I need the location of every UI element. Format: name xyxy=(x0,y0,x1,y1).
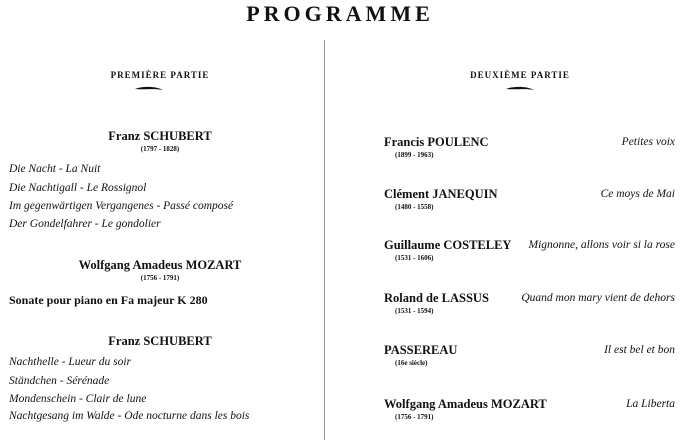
part2-entry-3-dates: (1531 - 1606) xyxy=(395,254,434,262)
part2-entry-4-dates: (1531 - 1594) xyxy=(395,307,434,315)
part1-block3-composer: Franz SCHUBERT xyxy=(108,334,212,348)
part2-entry-1-work: Petites voix xyxy=(621,136,675,148)
part1-block3-work-2: Ständchen - Sérénade xyxy=(9,375,110,387)
part2-entry-5-composer: PASSEREAU xyxy=(384,343,458,357)
part2-entry-4-work: Quand mon mary vient de dehors xyxy=(521,292,675,304)
part1-swash-ornament xyxy=(134,85,164,93)
column-divider xyxy=(324,40,325,440)
part1-block3-work-1: Nachthelle - Lueur du soir xyxy=(9,356,132,368)
part2-entry-5-work: Il est bel et bon xyxy=(604,344,675,356)
part2-entry-1-composer: Francis POULENC xyxy=(384,135,489,149)
part1-block3-work-3: Mondenschein - Clair de lune xyxy=(9,393,147,405)
part1-block2-dates: (1756 - 1791) xyxy=(140,274,180,282)
part2-swash-ornament xyxy=(505,85,535,93)
part2-entry-1-dates: (1899 - 1963) xyxy=(395,151,434,159)
part2-entry-3-work: Mignonne, allons voir si la rose xyxy=(528,239,675,251)
part2-entry-2-work: Ce moys de Mai xyxy=(600,188,675,200)
part1-block1-work-1: Die Nacht - La Nuit xyxy=(9,163,101,175)
part1-block1-work-3: Im gegenwärtigen Vergangenes - Passé composé xyxy=(9,200,234,212)
part2-entry-6-composer: Wolfgang Amadeus MOZART xyxy=(384,397,547,411)
part1-block1-work-2: Die Nachtigall - Le Rossignol xyxy=(9,182,147,194)
page-title: PROGRAMME xyxy=(246,1,434,26)
part2-entry-6-dates: (1756 - 1791) xyxy=(395,413,434,421)
part1-block1-dates: (1797 - 1828) xyxy=(140,145,180,153)
part1-block3-work-4: Nachtgesang im Walde - Ode nocturne dans les bois xyxy=(9,410,250,422)
part2-entry-3-composer: Guillaume COSTELEY xyxy=(384,238,512,252)
part2-entry-2-composer: Clément JANEQUIN xyxy=(384,187,498,201)
part2-entry-4-composer: Roland de LASSUS xyxy=(384,291,489,305)
part2-heading: DEUXIÈME PARTIE xyxy=(470,70,570,80)
part2-entry-6-work: La Liberta xyxy=(626,398,675,410)
part1-block1-work-4: Der Gondelfahrer - Le gondolier xyxy=(9,218,161,230)
part2-entry-2-dates: (1480 - 1558) xyxy=(395,203,434,211)
part2-entry-5-dates: (16e siècle) xyxy=(395,359,428,367)
part1-block2-work: Sonate pour piano en Fa majeur K 280 xyxy=(9,293,208,307)
part1-heading: PREMIÈRE PARTIE xyxy=(110,70,210,80)
part1-block1-composer: Franz SCHUBERT xyxy=(108,129,212,143)
part1-block2-composer: Wolfgang Amadeus MOZART xyxy=(78,258,242,272)
